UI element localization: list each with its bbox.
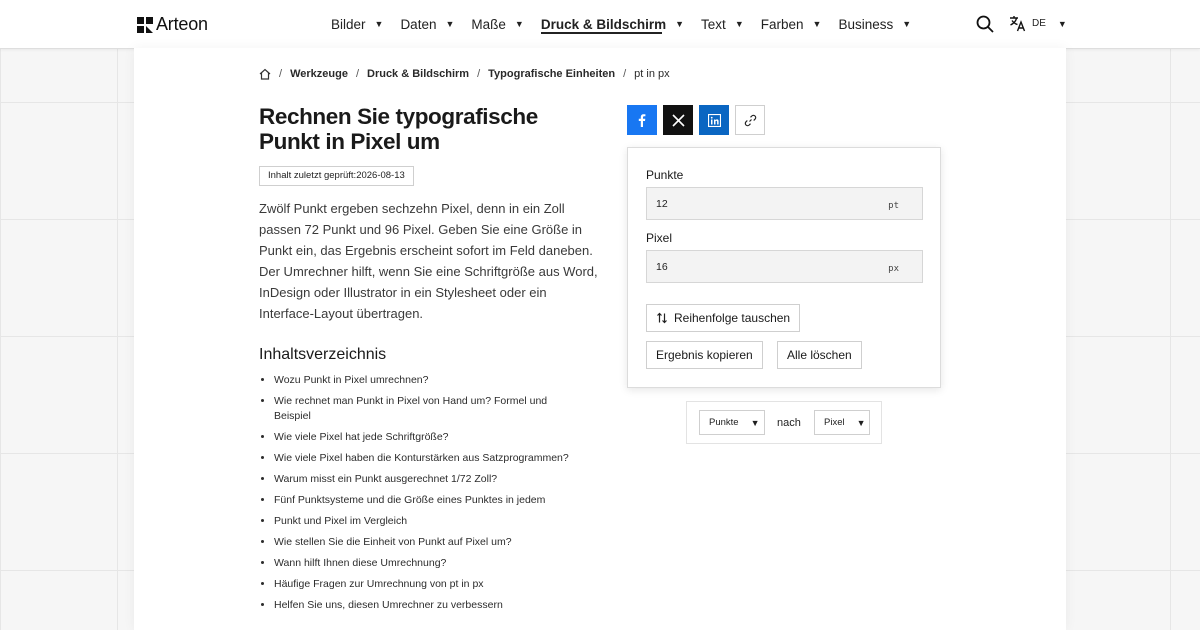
swap-arrows-icon	[656, 312, 668, 324]
pixel-field	[646, 250, 923, 283]
nav-item-bilder[interactable]	[331, 0, 383, 48]
caret-down-icon: ▼	[1057, 18, 1067, 29]
toc-item[interactable]: • Wozu Punkt in Pixel umrechnen?	[274, 373, 574, 388]
to-field-label: Pixel	[646, 231, 673, 245]
top-navigation-bar	[0, 0, 1200, 49]
conversion-direction	[686, 401, 882, 444]
nav-item-farben[interactable]	[761, 0, 822, 48]
brand-logo[interactable]	[137, 14, 208, 35]
nav-item-masse[interactable]	[471, 0, 523, 48]
caret-down-icon: ▼	[750, 417, 760, 428]
breadcrumb-typografische-einheiten[interactable]: Typografische Einheiten	[488, 68, 616, 80]
toc-item[interactable]: • Warum misst ein Punkt ausgerechnet 1/72 Zoll?	[274, 472, 574, 487]
main-nav	[331, 0, 928, 48]
brand-name: Arteon	[156, 14, 208, 34]
copy-link-button[interactable]	[735, 105, 765, 135]
caret-down-icon: ▼	[902, 19, 912, 29]
caret-down-icon: ▼	[812, 19, 822, 29]
nav-item-daten[interactable]	[400, 0, 454, 48]
link-icon	[744, 114, 757, 127]
x-icon	[672, 114, 685, 127]
nav-item-label: Bilder	[331, 16, 366, 32]
copy-result-button[interactable]: Ergebnis kopieren	[646, 341, 763, 369]
pixel-input[interactable]	[647, 251, 886, 282]
toc-item[interactable]: • Wann hilft Ihnen diese Umrechnung?	[274, 556, 574, 571]
nav-item-label: Druck & Bildschirm	[540, 16, 667, 32]
search-icon	[976, 15, 994, 33]
points-field	[646, 187, 923, 220]
to-unit-select[interactable]	[814, 410, 870, 435]
caret-down-icon: ▼	[675, 19, 685, 29]
pixel-unit-label: px	[888, 264, 899, 274]
language-selector[interactable]	[1009, 15, 1067, 32]
points-input[interactable]	[647, 188, 886, 219]
from-unit-select[interactable]	[699, 410, 765, 435]
breadcrumb-werkzeuge[interactable]: Werkzeuge	[290, 68, 348, 80]
table-of-contents	[259, 373, 574, 619]
swap-order-label: Reihenfolge tauschen	[674, 311, 791, 325]
clear-all-button[interactable]: Alle löschen	[777, 341, 862, 369]
share-buttons	[627, 105, 771, 135]
breadcrumb-separator: /	[623, 68, 627, 80]
toc-item[interactable]: • Wie viele Pixel hat jede Schriftgröße?	[274, 430, 574, 445]
toc-item[interactable]: • Wie viele Pixel haben die Konturstärken aus Satzprogrammen?	[274, 451, 574, 466]
to-unit-value: Pixel	[824, 417, 845, 428]
nav-item-text[interactable]	[701, 0, 744, 48]
share-linkedin-button[interactable]	[699, 105, 729, 135]
breadcrumb-separator: /	[355, 68, 359, 80]
page-title: Rechnen Sie typografische Punkt in Pixel um	[259, 104, 538, 154]
nav-item-label: Maße	[471, 16, 506, 32]
search-button[interactable]	[976, 15, 994, 33]
translate-icon	[1009, 15, 1026, 32]
converter-panel	[627, 147, 941, 388]
nav-item-label: Text	[701, 16, 726, 32]
breadcrumb	[259, 68, 670, 80]
nav-item-label: Daten	[400, 16, 437, 32]
toc-item[interactable]: • Punkt und Pixel im Vergleich	[274, 514, 574, 529]
language-code: DE	[1032, 18, 1046, 29]
points-unit-label: pt	[888, 201, 899, 211]
breadcrumb-separator: /	[477, 68, 481, 80]
toc-title: Inhaltsverzeichnis	[259, 346, 387, 363]
toc-item[interactable]: • Helfen Sie uns, diesen Umrechner zu verbessern	[274, 598, 574, 613]
caret-down-icon: ▼	[856, 417, 866, 428]
breadcrumb-druck-bildschirm[interactable]: Druck & Bildschirm	[367, 68, 470, 80]
nav-item-label: Business	[838, 16, 894, 32]
facebook-icon	[635, 113, 649, 127]
share-facebook-button[interactable]	[627, 105, 657, 135]
breadcrumb-current: pt in px	[634, 68, 670, 80]
toc-item[interactable]: • Wie stellen Sie die Einheit von Punkt auf Pixel um?	[274, 535, 574, 550]
toc-item[interactable]: • Wie rechnet man Punkt in Pixel von Hand um? Formel und Beispiel	[274, 394, 574, 424]
caret-down-icon: ▼	[734, 19, 744, 29]
intro-text: Zwölf Punkt ergeben sechzehn Pixel, denn in ein Zoll passen 72 Punkt und 96 Pixel. Geben Sie eine Größe in Punkt ein, das Ergebnis erscheint sofort im Feld daneben. Der Umrechner hilft, wenn Sie eine Schriftgröße aus Word, InDesign oder Illustrator in ein Stylesheet oder ein Interface-Layout übertragen.	[259, 201, 598, 321]
from-field-label: Punkte	[646, 168, 684, 182]
breadcrumb-separator: /	[279, 68, 283, 80]
last-checked-badge: Inhalt zuletzt geprüft:2026-08-13	[259, 166, 414, 186]
nav-item-label: Farben	[760, 16, 804, 32]
arteon-logo-icon	[137, 17, 153, 33]
nav-item-druck-bildschirm[interactable]	[541, 0, 684, 48]
caret-down-icon: ▼	[514, 19, 524, 29]
toc-item[interactable]: • Häufige Fragen zur Umrechnung von pt in px	[274, 577, 574, 592]
direction-connector: nach	[777, 417, 801, 429]
caret-down-icon: ▼	[374, 19, 384, 29]
from-unit-value: Punkte	[709, 417, 739, 428]
nav-item-business[interactable]	[838, 0, 911, 48]
toc-item[interactable]: • Fünf Punktsysteme und die Größe eines Punktes in jedem	[274, 493, 574, 508]
linkedin-icon	[708, 114, 721, 127]
swap-order-button[interactable]	[646, 304, 800, 332]
home-icon[interactable]	[259, 68, 271, 80]
caret-down-icon: ▼	[445, 19, 455, 29]
share-x-button[interactable]	[663, 105, 693, 135]
